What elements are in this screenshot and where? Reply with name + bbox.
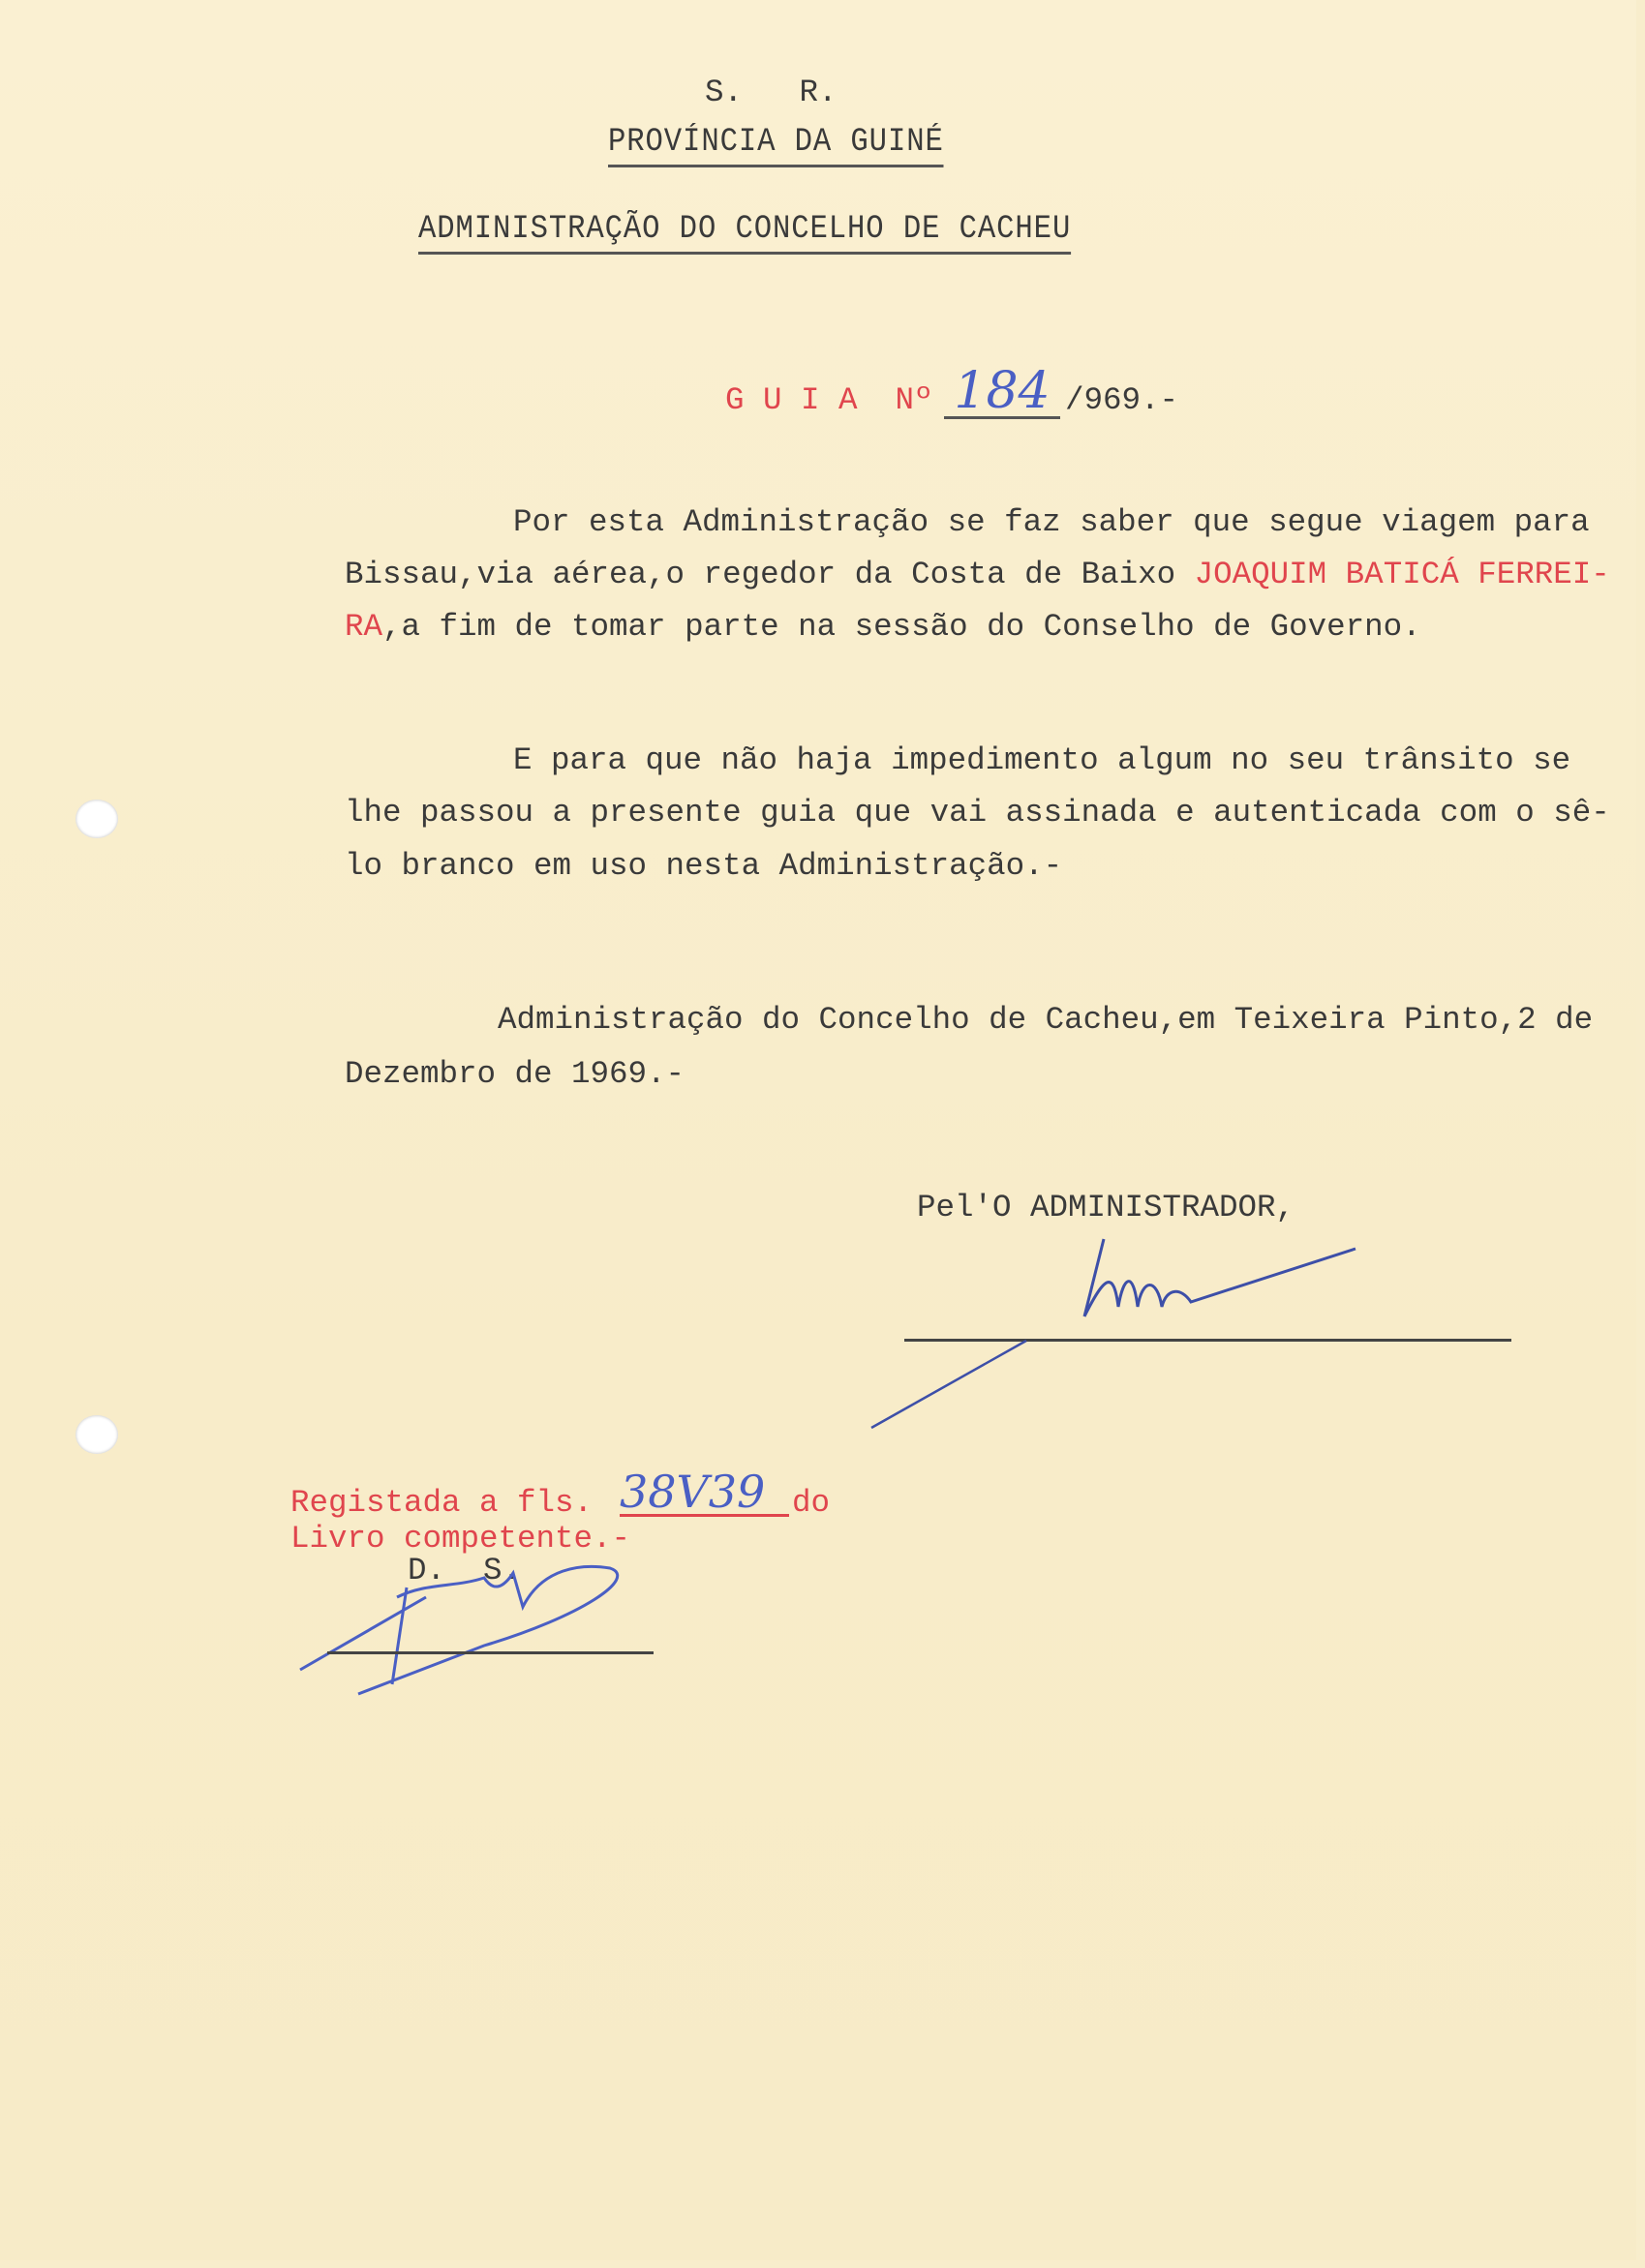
signature-label: Pel'O ADMINISTRADOR, xyxy=(917,1190,1295,1225)
regedor-name-cont: RA xyxy=(345,609,383,645)
registry-pages: 38V39 xyxy=(620,1469,789,1517)
place-date: Dezembro de 1969.- xyxy=(345,1056,685,1092)
header-administration: ADMINISTRAÇÃO DO CONCELHO DE CACHEU xyxy=(418,211,1071,255)
guia-number: 184 xyxy=(944,366,1060,419)
registry-suffix: do xyxy=(792,1485,831,1521)
registry-label: Registada a fls. xyxy=(290,1485,594,1521)
place-date: Administração do Concelho de Cacheu,em Teixeira Pinto,2 de xyxy=(498,1002,1594,1038)
punch-hole xyxy=(76,1415,118,1454)
registry-book: Livro competente.- xyxy=(290,1521,631,1557)
registry-line xyxy=(327,1651,654,1654)
punch-hole xyxy=(76,800,118,838)
registry-initials: D. S. xyxy=(408,1553,522,1588)
body-text-fragment: Bissau,via aérea,o regedor da Costa de Baixo xyxy=(345,557,1195,592)
body-text xyxy=(345,559,1610,591)
body-text: Por esta Administração se faz saber que segue viagem para xyxy=(513,504,1590,540)
regedor-name: JOAQUIM BATICÁ FERREI- xyxy=(1194,557,1610,592)
guia-year: /969.- xyxy=(1065,382,1179,418)
body-text-fragment: ,a fim de tomar parte na sessão do Conselho de Governo. xyxy=(382,609,1421,645)
body-text: E para que não haja impedimento algum no seu trânsito se xyxy=(513,742,1571,778)
registry-signature xyxy=(290,1549,755,1704)
body-text: lhe passou a presente guia que vai assinada e autenticada com o sê- xyxy=(345,795,1610,831)
signature-stroke xyxy=(852,1336,1046,1452)
header-province: PROVÍNCIA DA GUINÉ xyxy=(608,124,944,167)
body-text xyxy=(345,609,1421,645)
header-sr: S. R. xyxy=(705,75,838,110)
guia-label: G U I A Nº xyxy=(725,382,933,418)
body-text: lo branco em uso nesta Administração.- xyxy=(345,848,1063,884)
administrator-signature xyxy=(1065,1210,1385,1346)
